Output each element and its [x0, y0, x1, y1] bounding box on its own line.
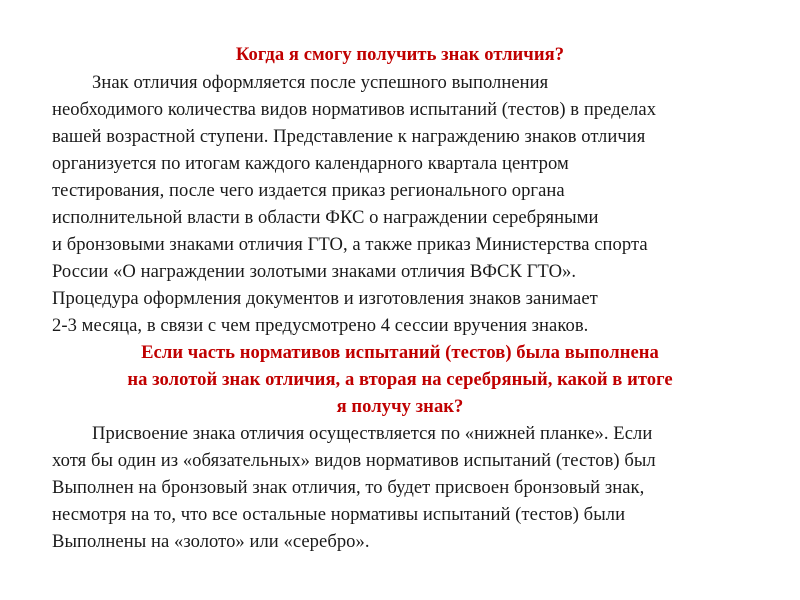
- heading-mixed-results: я получу знак?: [336, 396, 464, 417]
- paragraph1-line: России «О награждении золотыми знаками отличия ВФСК ГТО».: [52, 261, 577, 282]
- paragraph1-line: вашей возрастной ступени. Представление к награждению знаков отличия: [52, 126, 646, 147]
- paragraph1-line: организуется по итогам каждого календарного квартала центром: [52, 153, 569, 174]
- paragraph2-line: Выполнен на бронзовый знак отличия, то будет присвоен бронзовый знак,: [52, 477, 645, 498]
- paragraph2-line: Выполнены на «золото» или «серебро».: [52, 531, 370, 552]
- paragraph2-line: несмотря на то, что все остальные нормативы испытаний (тестов) были: [52, 504, 626, 525]
- heading-mixed-results: на золотой знак отличия, а вторая на серебряный, какой в итоге: [127, 369, 673, 390]
- paragraph2-line: Присвоение знака отличия осуществляется по «нижней планке». Если: [92, 423, 653, 444]
- paragraph1-line: Процедура оформления документов и изготовления знаков занимает: [52, 288, 598, 309]
- heading-mixed-results: Если часть нормативов испытаний (тестов) была выполнена: [141, 342, 659, 363]
- paragraph1-line: 2-3 месяца, в связи с чем предусмотрено 4 сессии вручения знаков.: [52, 315, 589, 336]
- paragraph2-line: хотя бы один из «обязательных» видов нормативов испытаний (тестов) был: [52, 450, 656, 471]
- paragraph1-line: тестирования, после чего издается приказ регионального органа: [52, 180, 565, 201]
- paragraph1-line: исполнительной власти в области ФКС о награждении серебряными: [52, 207, 599, 228]
- paragraph1-line: Знак отличия оформляется после успешного выполнения: [92, 72, 549, 93]
- paragraph1-line: и бронзовыми знаками отличия ГТО, а также приказ Министерства спорта: [52, 234, 648, 255]
- heading-when-badge: Когда я смогу получить знак отличия?: [235, 44, 565, 65]
- paragraph1-line: необходимого количества видов нормативов испытаний (тестов) в пределах: [52, 99, 657, 120]
